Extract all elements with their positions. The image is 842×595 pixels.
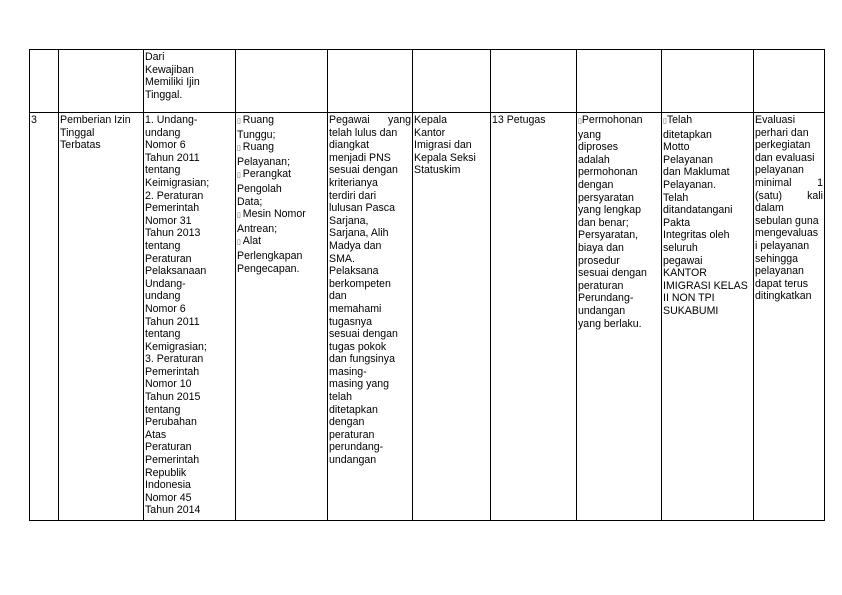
legal-basis-line: Pemerintah: [145, 454, 200, 467]
facility-line: [237, 183, 326, 196]
service-name-line: Terbatas: [60, 139, 101, 152]
assurance-line: [663, 267, 752, 280]
procedure-text: Perundang-: [578, 292, 634, 305]
assurance-line: [663, 204, 752, 217]
legal-basis-line: 2. Peraturan: [145, 189, 204, 202]
assurance-text: Pakta: [663, 216, 691, 229]
evaluation-line: [755, 177, 823, 190]
facility-text: Pelayanan;: [237, 155, 291, 168]
competency-line: kriterianya: [329, 176, 378, 189]
cell-facilities: [236, 113, 328, 521]
assurance-text: SUKABUMI: [663, 304, 719, 317]
assurance-text: Telah: [666, 114, 693, 126]
assurance-line: [663, 129, 752, 142]
bullet-icon: ▯: [237, 172, 243, 180]
procedure-text: permohonan: [578, 166, 638, 179]
cell-number: [30, 113, 59, 521]
competency-line: perundang-: [329, 441, 384, 454]
evaluation-line: [755, 190, 823, 203]
facility-line: [237, 129, 326, 142]
service-name-line: Tinggal: [60, 126, 95, 139]
facility-line: [237, 263, 326, 276]
cell-staff: [491, 50, 577, 113]
procedure-line: [578, 305, 660, 318]
assurance-text: Motto: [663, 141, 690, 154]
legal-basis-line: Tinggal.: [145, 88, 183, 101]
cell-procedure: [577, 50, 662, 113]
legal-basis-line: Memiliki Ijin: [145, 76, 200, 89]
assurance-line: [663, 141, 752, 154]
legal-basis-line: tentang: [145, 328, 181, 341]
facility-text: Ruang: [242, 141, 275, 154]
legal-basis-line: undang: [145, 290, 181, 303]
competency-line: terdiri dari: [329, 189, 377, 202]
assurance-text: Integritas oleh: [663, 229, 730, 242]
assurance-text: ditetapkan: [663, 128, 712, 141]
supervision-line: Kepala: [414, 114, 447, 126]
assurance-line: [663, 229, 752, 242]
evaluation-line-word: minimal: [755, 176, 792, 189]
legal-basis-line: Kemigrasian;: [145, 340, 207, 353]
assurance-text: dan Maklumat: [663, 166, 730, 179]
supervision-line: Kantor: [414, 126, 446, 139]
procedure-text: dan benar;: [578, 216, 629, 229]
procedure-text: yang lengkap: [578, 204, 642, 217]
legal-basis-line: 3. Peraturan: [145, 353, 204, 366]
facility-line: [237, 223, 326, 236]
competency-line: dan: [329, 290, 347, 303]
facility-text: Data;: [237, 195, 263, 208]
facility-text: Mesin Nomor: [242, 208, 306, 221]
cell-competency: [328, 50, 413, 113]
procedure-line: [578, 267, 660, 280]
procedure-line: [578, 154, 660, 167]
legal-basis-line: Nomor 45: [145, 491, 192, 504]
procedure-line: [578, 318, 660, 331]
procedure-text: peraturan: [578, 279, 624, 292]
procedure-text: sesuai dengan: [578, 267, 647, 280]
assurance-line: [663, 242, 752, 255]
procedure-line: [578, 242, 660, 255]
legal-basis-line: Tahun 2011: [145, 151, 200, 164]
cell-competency: [328, 113, 413, 521]
legal-basis-line: Tahun 2015: [145, 391, 201, 404]
facility-line: [237, 156, 326, 169]
cell-service: [59, 50, 144, 113]
competency-line: Sarjana, Alih: [329, 227, 389, 240]
facility-text: Pengecapan.: [237, 262, 300, 275]
bullet-icon: ▯: [663, 118, 667, 125]
legal-basis-line: Republik: [145, 466, 187, 479]
facility-line: [237, 235, 326, 250]
assurance-text: seluruh: [663, 241, 698, 254]
procedure-text: prosedur: [578, 254, 620, 267]
competency-line: tugasnya: [329, 315, 372, 328]
assurance-text: Pelayanan: [663, 153, 714, 166]
facility-line: [237, 196, 326, 209]
competency-line: telah: [329, 391, 352, 404]
assurance-text: KANTOR: [663, 267, 707, 280]
competency-line: Pelaksana: [329, 265, 379, 278]
procedure-line: [578, 114, 660, 129]
competency-line: Madya dan: [329, 239, 382, 252]
evaluation-line: dapat terus: [755, 277, 809, 290]
legal-basis-line: Pemerintah: [145, 365, 200, 378]
cell-legal-basis: [144, 113, 236, 521]
procedure-text: dengan: [578, 178, 614, 191]
procedure-line: [578, 179, 660, 192]
table-row-service-3: [30, 113, 825, 521]
competency-line: masing yang: [329, 378, 390, 391]
facility-text: Antrean;: [237, 222, 278, 235]
cell-assurance: [662, 50, 754, 113]
bullet-icon: ▯: [578, 118, 582, 125]
assurance-line: [663, 255, 752, 268]
evaluation-line: perkegiatan: [755, 139, 811, 152]
facility-line: [237, 208, 326, 223]
cell-legal-basis: [144, 50, 236, 113]
assurance-line: [663, 292, 752, 305]
assurance-line: [663, 179, 752, 192]
evaluation-line: pelayanan: [755, 265, 804, 278]
facility-line: [237, 250, 326, 263]
evaluation-line: perhari dan: [755, 126, 809, 139]
competency-line: sesuai dengan: [329, 164, 398, 177]
competency-line: Sarjana,: [329, 214, 369, 227]
evaluation-line-word: kali: [807, 189, 823, 202]
assurance-text: II NON TPI: [663, 292, 715, 305]
cell-evaluation: [754, 50, 825, 113]
evaluation-line: mengevaluas: [755, 227, 819, 240]
competency-line: masing-: [329, 365, 367, 378]
facility-text: Perangkat: [242, 168, 292, 181]
legal-basis-line: tentang: [145, 164, 181, 177]
evaluation-line: sebulan guna: [755, 214, 819, 227]
assurance-text: IMIGRASI KELAS: [663, 279, 748, 292]
facility-text: Perlengkapan: [237, 249, 303, 262]
evaluation-line-word: 1: [817, 176, 823, 189]
competency-line: berkompeten: [329, 277, 391, 290]
evaluation-line: pelayanan: [755, 164, 804, 177]
procedure-line: [578, 166, 660, 179]
table-row-continued: [30, 50, 825, 113]
legal-basis-line: Pelaksanaan: [145, 265, 207, 278]
cell-supervision: [413, 113, 491, 521]
procedure-text: yang berlaku.: [578, 317, 642, 330]
supervision-line: Statuskim: [414, 164, 461, 177]
legal-basis-line: Tahun 2014: [145, 504, 201, 517]
procedure-line: [578, 280, 660, 293]
procedure-text: diproses: [578, 141, 619, 154]
evaluation-line: ditingkatkan: [755, 290, 812, 303]
assurance-line: [663, 154, 752, 167]
legal-basis-line: Tahun 2011: [145, 315, 200, 328]
legal-basis-line: Nomor 6: [145, 302, 186, 315]
assurance-line: [663, 166, 752, 179]
assurance-line: [663, 305, 752, 318]
competency-word: yang: [388, 114, 411, 126]
evaluation-line: Evaluasi: [755, 114, 796, 126]
assurance-text: pegawai: [663, 254, 703, 267]
competency-line: diangkat: [329, 139, 370, 152]
staff-count: 13 Petugas: [492, 114, 546, 126]
legal-basis-line: Perubahan: [145, 416, 197, 429]
facility-line: [237, 114, 326, 129]
evaluation-line: dalam: [755, 202, 784, 215]
competency-line: memahami: [329, 302, 382, 315]
competency-line: tugas pokok: [329, 340, 387, 353]
cell-assurance: [662, 113, 754, 521]
facility-line: [237, 168, 326, 183]
supervision-line: Imigrasi dan: [414, 139, 472, 152]
competency-line: menjadi PNS: [329, 151, 391, 164]
legal-basis-line: undang: [145, 126, 181, 139]
bullet-icon: ▯: [237, 239, 243, 247]
assurance-line: [663, 280, 752, 293]
competency-line: sesuai dengan: [329, 328, 398, 341]
procedure-text: Permohonan: [581, 114, 643, 126]
procedure-text: yang: [578, 128, 601, 141]
bullet-icon: ▯: [237, 118, 243, 125]
service-name-line: Pemberian Izin: [60, 114, 131, 126]
legal-basis-line: Peraturan: [145, 252, 192, 265]
assurance-text: Pelayanan.: [663, 178, 717, 191]
legal-basis-line: Nomor 10: [145, 378, 192, 391]
competency-line: telah lulus dan: [329, 126, 398, 139]
evaluation-line-word: (satu): [755, 189, 783, 202]
evaluation-line: dan evaluasi: [755, 151, 815, 164]
competency-line: peraturan: [329, 428, 375, 441]
assurance-text: ditandatangani: [663, 204, 733, 217]
bullet-icon: ▯: [237, 145, 243, 153]
facility-line: [237, 141, 326, 156]
cell-staff: [491, 113, 577, 521]
cell-supervision: [413, 50, 491, 113]
facility-text: Ruang: [242, 114, 275, 126]
procedure-text: adalah: [578, 153, 610, 166]
legal-basis-line: 1. Undang-: [145, 114, 198, 126]
competency-line: SMA.: [329, 252, 355, 265]
assurance-line: [663, 192, 752, 205]
evaluation-line: i pelayanan: [755, 239, 810, 252]
competency-line: [329, 114, 411, 127]
legal-basis-line: Indonesia: [145, 479, 191, 492]
legal-basis-line: Peraturan: [145, 441, 192, 454]
procedure-text: Persyaratan,: [578, 229, 639, 242]
competency-line: dengan: [329, 416, 365, 429]
service-standard-table: [29, 49, 825, 521]
procedure-text: biaya dan: [578, 241, 624, 254]
legal-basis-line: Kewajiban: [145, 63, 194, 76]
assurance-text: Telah: [663, 191, 689, 204]
legal-basis-line: Nomor 6: [145, 139, 186, 152]
legal-basis-line: Keimigrasian;: [145, 176, 210, 189]
procedure-line: [578, 192, 660, 205]
facility-text: Tunggu;: [237, 128, 276, 141]
row-number: 3: [31, 114, 37, 126]
facility-text: Pengolah: [237, 182, 282, 195]
legal-basis-line: Tahun 2013: [145, 227, 201, 240]
cell-service: [59, 113, 144, 521]
evaluation-line: sehingga: [755, 252, 799, 265]
legal-basis-line: Nomor 31: [145, 214, 192, 227]
procedure-line: [578, 255, 660, 268]
procedure-line: [578, 292, 660, 305]
legal-basis-line: Atas: [145, 428, 167, 441]
competency-line: lulusan Pasca: [329, 202, 395, 215]
competency-word: Pegawai: [329, 114, 370, 126]
cell-facilities: [236, 50, 328, 113]
legal-basis-line: Dari: [145, 51, 165, 63]
supervision-line: Kepala Seksi: [414, 151, 476, 164]
cell-number: [30, 50, 59, 113]
legal-basis-line: tentang: [145, 403, 181, 416]
legal-basis-line: tentang: [145, 239, 181, 252]
procedure-line: [578, 129, 660, 142]
competency-line: dan fungsinya: [329, 353, 395, 366]
assurance-line: [663, 114, 752, 129]
competency-line: ditetapkan: [329, 403, 378, 416]
legal-basis-line: Undang-: [145, 277, 186, 290]
bullet-icon: ▯: [237, 212, 243, 220]
procedure-line: [578, 141, 660, 154]
cell-procedure: [577, 113, 662, 521]
facility-text: Alat: [242, 235, 262, 248]
assurance-line: [663, 217, 752, 230]
procedure-text: undangan: [578, 304, 626, 317]
legal-basis-line: Pemerintah: [145, 202, 200, 215]
procedure-text: persyaratan: [578, 191, 634, 204]
competency-line: undangan: [329, 454, 377, 467]
procedure-line: [578, 204, 660, 217]
procedure-line: [578, 217, 660, 230]
procedure-line: [578, 229, 660, 242]
cell-evaluation: [754, 113, 825, 521]
